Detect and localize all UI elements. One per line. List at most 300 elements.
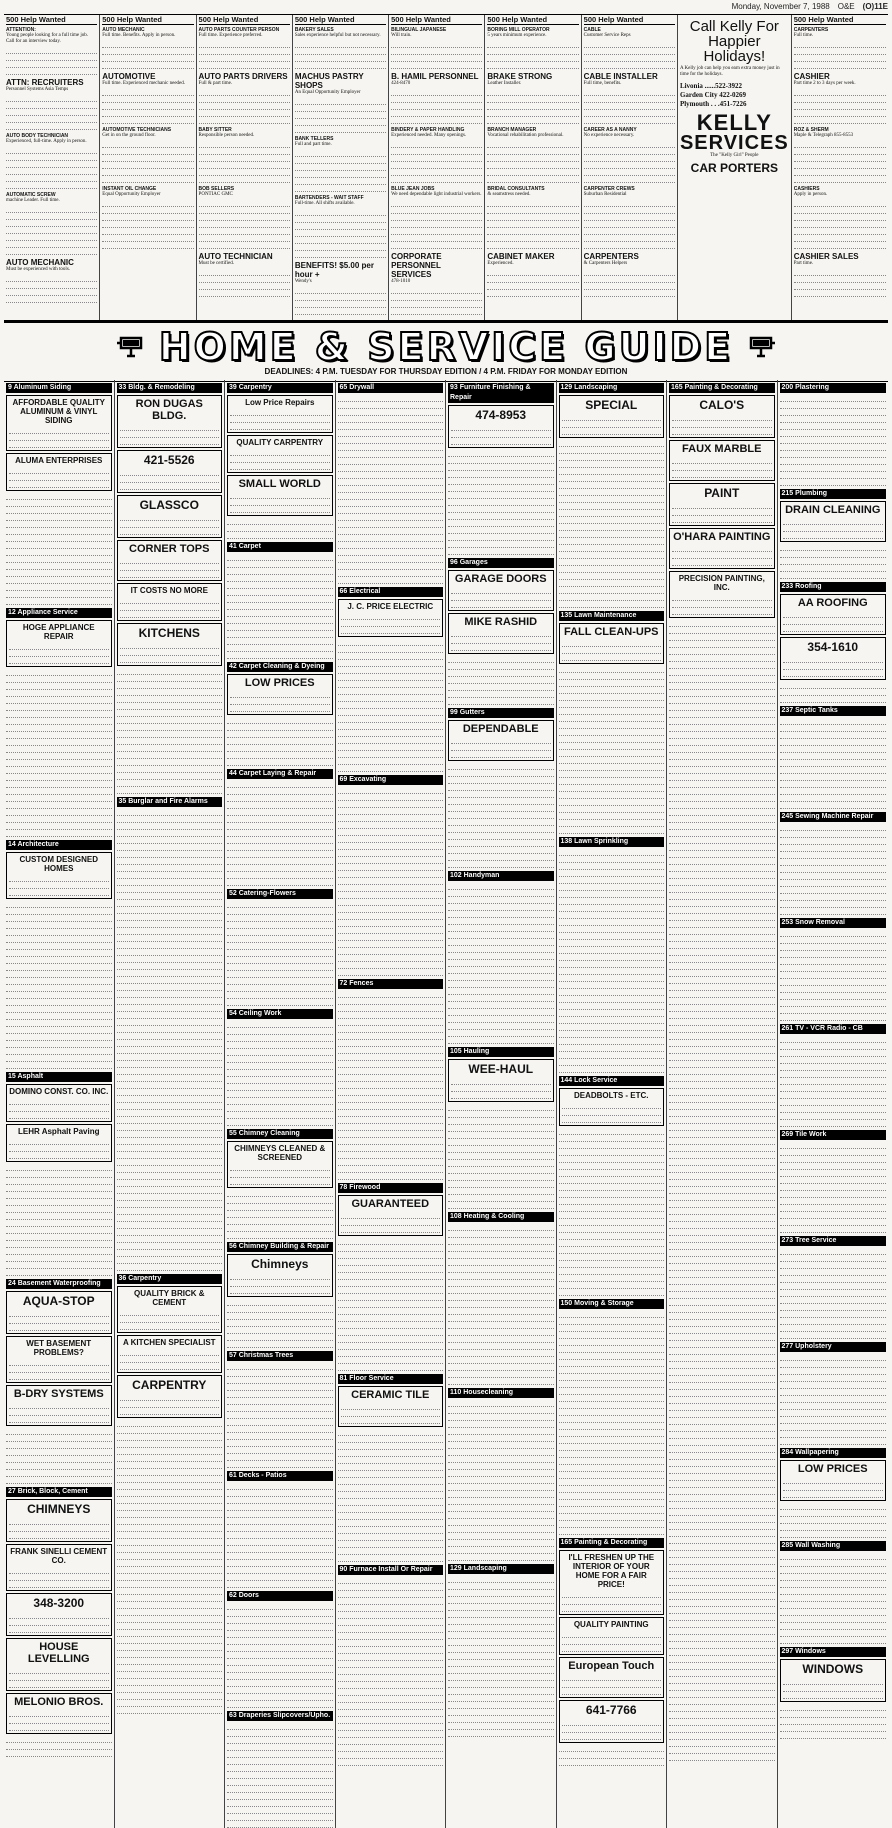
ad-fine-print: [230, 1273, 330, 1294]
listing-fine-print: [780, 395, 887, 486]
listing-fine-print: [6, 1736, 112, 1757]
category-heading: 9 Aluminum Siding: [6, 383, 112, 393]
kelly-office-2: Garden City 422-0269: [679, 91, 747, 99]
category-heading: 62 Doors: [227, 1591, 333, 1601]
ad-fine-print: [230, 1164, 330, 1185]
listing-fine-print: [227, 1603, 333, 1708]
ad-headline: AFFORDABLE QUALITY ALUMINUM & VINYL SIDING: [12, 398, 105, 425]
listing-fine-print: [227, 1723, 333, 1828]
category-heading: 165 Painting & Decorating: [559, 1538, 665, 1548]
ad-fine-print: [672, 594, 772, 615]
classified-ad: [199, 186, 290, 249]
classified-ad: [102, 27, 193, 69]
ad-fine-print: [295, 209, 386, 258]
ad-fine-print: [120, 1394, 220, 1415]
classified-ad: [487, 72, 578, 124]
listing-fine-print: [227, 554, 333, 659]
display-ad: [448, 613, 554, 654]
guide-column-7: [667, 380, 778, 1828]
ad-headline: HOGE APPLIANCE REPAIR: [22, 623, 95, 641]
display-ad: [6, 1385, 112, 1426]
classified-ad: [102, 127, 193, 183]
ad-fine-print: [230, 409, 330, 430]
ad-title: BRIDAL CONSULTANTS: [487, 186, 545, 192]
ad-fine-print: [451, 737, 551, 758]
ad-title: BRAKE STRONG: [487, 72, 553, 81]
category-heading: 233 Roofing: [780, 582, 887, 592]
listing-fine-print: [559, 1311, 665, 1535]
ad-title: INSTANT OIL CHANGE: [102, 186, 157, 192]
category-heading: 42 Carpet Cleaning & Dyeing: [227, 662, 333, 672]
ad-body: Full time. Benefits. Apply in person.: [102, 33, 176, 38]
category-heading: 138 Lawn Sprinkling: [559, 837, 665, 847]
ad-fine-print: [102, 89, 193, 124]
display-ad: [6, 1084, 112, 1122]
ad-fine-print: [584, 141, 675, 183]
listing-fine-print: [338, 991, 444, 1180]
classified-ad: [199, 252, 290, 297]
listing-fine-print: [448, 1224, 554, 1385]
ad-body: Responsible person needed.: [198, 133, 255, 138]
ad-fine-print: [199, 89, 290, 124]
display-ad: [117, 395, 223, 448]
ad-fine-print: [199, 41, 290, 69]
ad-fine-print: [295, 150, 386, 192]
listing-fine-print: [227, 1363, 333, 1468]
ad-body: Wendy's: [294, 279, 312, 284]
category-heading: 63 Draperies Slipcovers/Upho.: [227, 1711, 333, 1721]
ad-fine-print: [562, 1102, 662, 1123]
ad-title: AUTO TECHNICIAN: [198, 252, 273, 261]
ad-headline: 421-5526: [143, 453, 195, 467]
ad-fine-print: [584, 89, 675, 124]
ad-fine-print: [199, 269, 290, 297]
ad-body: No experience necessary.: [583, 133, 635, 138]
ad-headline: O'HARA PAINTING: [673, 531, 771, 543]
ad-headline: KITCHENS: [138, 626, 200, 640]
guide-column-2: [115, 380, 226, 1828]
paint-roller-icon: [115, 332, 149, 362]
category-heading: 69 Excavating: [338, 775, 444, 785]
display-ad: [448, 405, 554, 448]
listing-fine-print: [780, 1704, 887, 1739]
ad-headline: GARAGE DOORS: [454, 573, 547, 585]
ad-fine-print: [6, 206, 97, 255]
category-heading: 66 Electrical: [338, 587, 444, 597]
ad-fine-print: [295, 98, 386, 133]
home-service-guide-banner: [4, 320, 888, 382]
category-heading: 41 Carpet: [227, 542, 333, 552]
category-heading: 27 Brick, Block, Cement: [6, 1487, 112, 1497]
classified-ad: [199, 72, 290, 124]
ad-headline: FRANK SINELLI CEMENT CO.: [10, 1547, 108, 1565]
ad-fine-print: [295, 41, 386, 69]
ad-body: 5 years minimum experience.: [487, 33, 547, 38]
ad-fine-print: [341, 1403, 441, 1424]
category-heading: 102 Handyman: [448, 871, 554, 881]
ad-headline: FALL CLEAN-UPS: [563, 626, 659, 638]
display-ad: [6, 1693, 112, 1734]
ad-headline: RON DUGAS BLDG.: [135, 398, 203, 422]
ad-fine-print: [391, 89, 482, 124]
listing-fine-print: [117, 668, 223, 794]
column-heading: 500 Help Wanted: [584, 15, 675, 25]
ad-title: ATTENTION:: [6, 27, 36, 33]
classified-ad: [391, 186, 482, 249]
listing-fine-print: [559, 1128, 665, 1296]
classified-ad: [199, 27, 290, 69]
display-ad: [559, 1657, 665, 1698]
ad-fine-print: [6, 275, 97, 303]
column-heading: 500 Help Wanted: [295, 15, 386, 25]
ad-title: AUTO PARTS COUNTER PERSON: [198, 27, 280, 33]
category-heading: 269 Tile Work: [780, 1130, 887, 1140]
category-heading: 54 Ceiling Work: [227, 1009, 333, 1019]
ad-headline: QUALITY BRICK & CEMENT: [133, 1289, 205, 1307]
category-heading: 12 Appliance Service: [6, 608, 112, 618]
ad-body: Customer Service Reps: [583, 33, 631, 38]
classified-ad: [794, 127, 886, 183]
ad-body: PONTIAC GMC: [198, 192, 233, 197]
ad-fine-print: [783, 518, 884, 539]
guide-deadline: DEADLINES: 4 P.M. TUESDAY FOR THURSDAY EDITION / 4 P.M. FRIDAY FOR MONDAY EDITION: [264, 367, 628, 376]
ad-headline: WET BASEMENT PROBLEMS?: [26, 1339, 92, 1357]
ad-fine-print: [9, 467, 109, 488]
guide-title-row: [4, 327, 888, 367]
ad-body: Part time.: [793, 261, 814, 266]
ad-title: CARPENTERS: [793, 27, 829, 33]
display-ad: [6, 1544, 112, 1591]
ad-fine-print: [584, 41, 675, 69]
ad-title: AUTO MECHANIC: [6, 258, 74, 267]
ad-fine-print: [102, 41, 193, 69]
listing-fine-print: [338, 395, 444, 584]
ad-title: CABLE: [583, 27, 601, 33]
listing-fine-print: [227, 1190, 333, 1239]
ad-headline: WEE-HAUL: [468, 1062, 534, 1076]
kelly-body: A Kelly job can help you earn extra money just in time for the holidays.: [679, 66, 780, 77]
ad-fine-print: [794, 200, 886, 249]
ad-fine-print: [120, 469, 220, 490]
kelly-headline: Call Kelly For Happier Holidays!: [689, 18, 779, 65]
ad-fine-print: [120, 1309, 220, 1330]
listing-fine-print: [780, 682, 887, 703]
ad-fine-print: [562, 414, 662, 435]
ad-headline: 354-1610: [807, 640, 859, 654]
category-heading: 261 TV - VCR Radio - CB: [780, 1024, 887, 1034]
ad-body: Get in on the ground floor.: [102, 133, 156, 138]
column-heading: 500 Help Wanted: [487, 15, 578, 25]
ad-fine-print: [230, 492, 330, 513]
ad-title: CABLE INSTALLER: [583, 72, 658, 81]
ad-fine-print: [783, 656, 884, 677]
display-ad: [227, 1254, 333, 1297]
ad-headline: DOMINO CONST. CO. INC.: [9, 1087, 109, 1096]
ad-fine-print: [584, 269, 675, 297]
ad-body: Experienced.: [487, 261, 514, 266]
category-heading: 105 Hauling: [448, 1047, 554, 1057]
ad-headline: GLASSCO: [139, 498, 199, 512]
listing-fine-print: [448, 656, 554, 705]
listing-fine-print: [448, 1576, 554, 1737]
classified-ad: [391, 72, 482, 124]
ad-headline: FAUX MARBLE: [682, 443, 762, 455]
listing-fine-print: [227, 1299, 333, 1348]
category-heading: 33 Bldg. & Remodeling: [117, 383, 223, 393]
header-edition: O&E: [837, 2, 855, 11]
ad-headline: European Touch: [568, 1660, 655, 1672]
guide-column-8: [778, 380, 889, 1828]
category-heading: 90 Furnace Install Or Repair: [338, 1565, 444, 1575]
ad-title: MACHUS PASTRY SHOPS: [294, 72, 364, 90]
category-heading: 55 Chimney Cleaning: [227, 1129, 333, 1139]
ad-title: CARPENTERS: [583, 252, 639, 261]
ad-body: Will train.: [391, 33, 412, 38]
category-heading: 36 Carpentry: [117, 1274, 223, 1284]
category-heading: 135 Lawn Maintenance: [559, 611, 665, 621]
hw-column-3: [197, 15, 293, 320]
ad-body: Young people looking for a full time job. Call for an interview today.: [6, 33, 88, 44]
display-ad: [117, 1335, 223, 1373]
display-ad: [117, 540, 223, 581]
display-ad: [669, 395, 775, 438]
ad-fine-print: [295, 287, 386, 315]
category-heading: 108 Heating & Cooling: [448, 1212, 554, 1222]
display-ad: [669, 571, 775, 618]
classified-ad: [102, 72, 193, 124]
ad-fine-print: [102, 141, 193, 183]
ad-body: & seamstress needed.: [487, 192, 531, 197]
ad-title: CARPENTER CREWS: [583, 186, 635, 192]
listing-fine-print: [227, 901, 333, 1006]
ad-headline: MIKE RASHID: [464, 616, 538, 628]
hw-column-7: [582, 15, 678, 320]
ad-fine-print: [391, 200, 482, 249]
ad-body: 478-1010: [391, 279, 411, 284]
display-ad: [227, 435, 333, 473]
ad-fine-print: [391, 41, 482, 69]
ad-headline: MELONIO BROS.: [14, 1696, 104, 1708]
ad-body: Experienced needed. Many openings.: [391, 133, 467, 138]
listing-fine-print: [669, 620, 775, 1761]
ad-fine-print: [451, 424, 551, 445]
classified-ad: [295, 261, 386, 315]
ad-headline: AA ROOFING: [797, 597, 868, 609]
ad-body: machine Leader. Full time.: [6, 198, 60, 203]
category-heading: 14 Architecture: [6, 840, 112, 850]
display-ad: [6, 1124, 112, 1162]
ad-fine-print: [6, 147, 97, 189]
display-ad: [559, 1088, 665, 1126]
category-heading: 237 Septic Tanks: [780, 706, 887, 716]
page-header: [4, 2, 888, 14]
ad-fine-print: [9, 427, 109, 448]
category-heading: 277 Upholstery: [780, 1342, 887, 1352]
ad-fine-print: [487, 141, 578, 183]
ad-headline: DEPENDABLE: [462, 723, 539, 735]
category-heading: 57 Christmas Trees: [227, 1351, 333, 1361]
ad-body: Must be experienced with tools.: [6, 267, 71, 272]
ad-fine-print: [487, 200, 578, 249]
ad-fine-print: [9, 1098, 109, 1119]
listing-fine-print: [780, 1354, 887, 1445]
ad-body: Experienced, full-time. Apply in person.: [6, 139, 87, 144]
ad-fine-print: [451, 587, 551, 608]
ad-headline: 348-3200: [33, 1596, 85, 1610]
ad-body: Full time. Experience preferred.: [198, 33, 263, 38]
display-ad: [227, 475, 333, 516]
ad-fine-print: [120, 514, 220, 535]
classified-ad: [102, 186, 193, 249]
ad-headline: A KITCHEN SPECIALIST: [122, 1338, 216, 1347]
display-ad: [6, 1499, 112, 1542]
category-heading: 65 Drywall: [338, 383, 444, 393]
ad-headline: QUALITY PAINTING: [573, 1620, 649, 1629]
listing-fine-print: [780, 1142, 887, 1233]
classified-ad: [6, 192, 97, 255]
ad-headline: Chimneys: [251, 1257, 309, 1271]
ad-title: ATTN: RECRUITERS: [6, 78, 84, 87]
ad-headline: QUALITY CARPENTRY: [236, 438, 324, 447]
listing-fine-print: [448, 1400, 554, 1561]
classified-ad: [295, 136, 386, 192]
category-heading: 129 Landscaping: [448, 1564, 554, 1574]
ad-fine-print: [102, 200, 193, 249]
ad-fine-print: [9, 1667, 109, 1688]
ad-fine-print: [783, 1477, 884, 1498]
classified-ad: [199, 127, 290, 183]
listing-fine-print: [559, 666, 665, 834]
display-ad: [780, 1659, 887, 1702]
listing-fine-print: [780, 1036, 887, 1127]
category-heading: 61 Decks - Patios: [227, 1471, 333, 1481]
ad-fine-print: [794, 41, 886, 69]
hw-column-1: [4, 15, 100, 320]
ad-title: CASHIER SALES: [793, 252, 859, 261]
listing-fine-print: [6, 1164, 112, 1276]
listing-fine-print: [559, 1745, 665, 1766]
ad-headline: GUARANTEED: [351, 1198, 430, 1210]
category-heading: 144 Lock Service: [559, 1076, 665, 1086]
listing-fine-print: [780, 718, 887, 809]
ad-fine-print: [487, 269, 578, 297]
ad-title: CAREER AS A NANNY: [583, 127, 637, 133]
ad-headline: LOW PRICES: [797, 1463, 868, 1475]
ad-title: BILINGUAL JAPANESE: [391, 27, 447, 33]
guide-column-1: [4, 380, 115, 1828]
classified-ad: [6, 27, 97, 75]
kelly-office-1: Livonia ......522-3922: [679, 82, 742, 90]
ad-headline: IT COSTS NO MORE: [130, 586, 208, 595]
page-number: (O)11E: [862, 2, 888, 11]
display-ad: [559, 623, 665, 664]
display-ad: [338, 599, 444, 637]
ad-fine-print: [794, 269, 886, 297]
ad-fine-print: [487, 41, 578, 69]
category-heading: 35 Burglar and Fire Alarms: [117, 797, 223, 807]
display-ad: [6, 1638, 112, 1691]
classified-ad: [794, 252, 886, 297]
category-heading: 297 Windows: [780, 1647, 887, 1657]
paint-roller-icon: [743, 332, 777, 362]
ad-fine-print: [341, 613, 441, 634]
ad-title: CASHIER: [793, 72, 830, 81]
guide-column-3: [225, 380, 336, 1828]
ad-headline: CHIMNEYS CLEANED & SCREENED: [234, 1144, 326, 1162]
category-heading: 93 Furniture Finishing & Repair: [448, 383, 554, 403]
ad-title: BRANCH MANAGER: [487, 127, 537, 133]
ad-title: AUTOMOTIVE TECHNICIANS: [102, 127, 172, 133]
column-heading: 500 Help Wanted: [794, 15, 886, 25]
category-heading: 99 Gutters: [448, 708, 554, 718]
category-heading: 15 Asphalt: [6, 1072, 112, 1082]
ad-fine-print: [672, 457, 772, 478]
listing-fine-print: [780, 1503, 887, 1538]
ad-fine-print: [9, 1402, 109, 1423]
listing-fine-print: [780, 930, 887, 1021]
ad-body: & Carpenters Helpers: [583, 261, 628, 266]
classified-ad: [391, 27, 482, 69]
ad-fine-print: [584, 200, 675, 249]
guide-title: HOME & SERVICE GUIDE: [158, 325, 734, 369]
display-ad: [6, 453, 112, 491]
category-heading: 150 Moving & Storage: [559, 1299, 665, 1309]
ad-fine-print: [672, 545, 772, 566]
ad-fine-print: [783, 1678, 884, 1699]
service-guide-columns: [4, 380, 888, 1719]
ad-headline: AQUA-STOP: [22, 1294, 95, 1308]
ad-headline: HOUSE LEVELLING: [27, 1641, 90, 1665]
ad-body: Part time 2 to 3 days per week.: [793, 81, 856, 86]
ad-title: CASHIERS: [793, 186, 820, 192]
category-heading: 253 Snow Removal: [780, 918, 887, 928]
guide-column-5: [446, 380, 557, 1828]
ad-fine-print: [9, 1518, 109, 1539]
ad-headline: I'LL FRESHEN UP THE INTERIOR OF YOUR HOME FOR A FAIR PRICE!: [568, 1553, 655, 1589]
category-heading: 200 Plastering: [780, 383, 887, 393]
ad-fine-print: [794, 141, 886, 183]
ad-headline: CERAMIC TILE: [351, 1389, 430, 1401]
ad-title: B. HAMIL PERSONNEL: [391, 72, 479, 81]
display-ad: [559, 1550, 665, 1615]
ad-fine-print: [794, 89, 886, 124]
display-ad: [227, 395, 333, 433]
classified-ad: [295, 72, 386, 133]
classified-ad: [487, 186, 578, 249]
ad-fine-print: [9, 875, 109, 896]
ad-title: CORPORATE PERSONNEL SERVICES: [391, 252, 442, 279]
ad-fine-print: [9, 1612, 109, 1633]
category-heading: 215 Plumbing: [780, 489, 887, 499]
category-heading: 24 Basement Waterproofing: [6, 1279, 112, 1289]
hw-column-2: [100, 15, 196, 320]
listing-fine-print: [227, 518, 333, 539]
ad-title: AUTO MECHANIC: [102, 27, 145, 33]
ad-fine-print: [562, 1719, 662, 1740]
ad-fine-print: [9, 1359, 109, 1380]
ad-title: AUTOMATIC SCREW: [6, 192, 56, 198]
display-ad: [6, 1593, 112, 1636]
ad-fine-print: [9, 1567, 109, 1588]
ad-body: Must be certified.: [198, 261, 234, 266]
listing-fine-print: [448, 883, 554, 1044]
category-heading: 72 Fences: [338, 979, 444, 989]
listing-fine-print: [6, 1428, 112, 1484]
ad-headline: B-DRY SYSTEMS: [13, 1388, 104, 1400]
ad-fine-print: [199, 200, 290, 249]
kelly-logo: KELLY: [696, 110, 772, 135]
classified-ad: [584, 186, 675, 249]
